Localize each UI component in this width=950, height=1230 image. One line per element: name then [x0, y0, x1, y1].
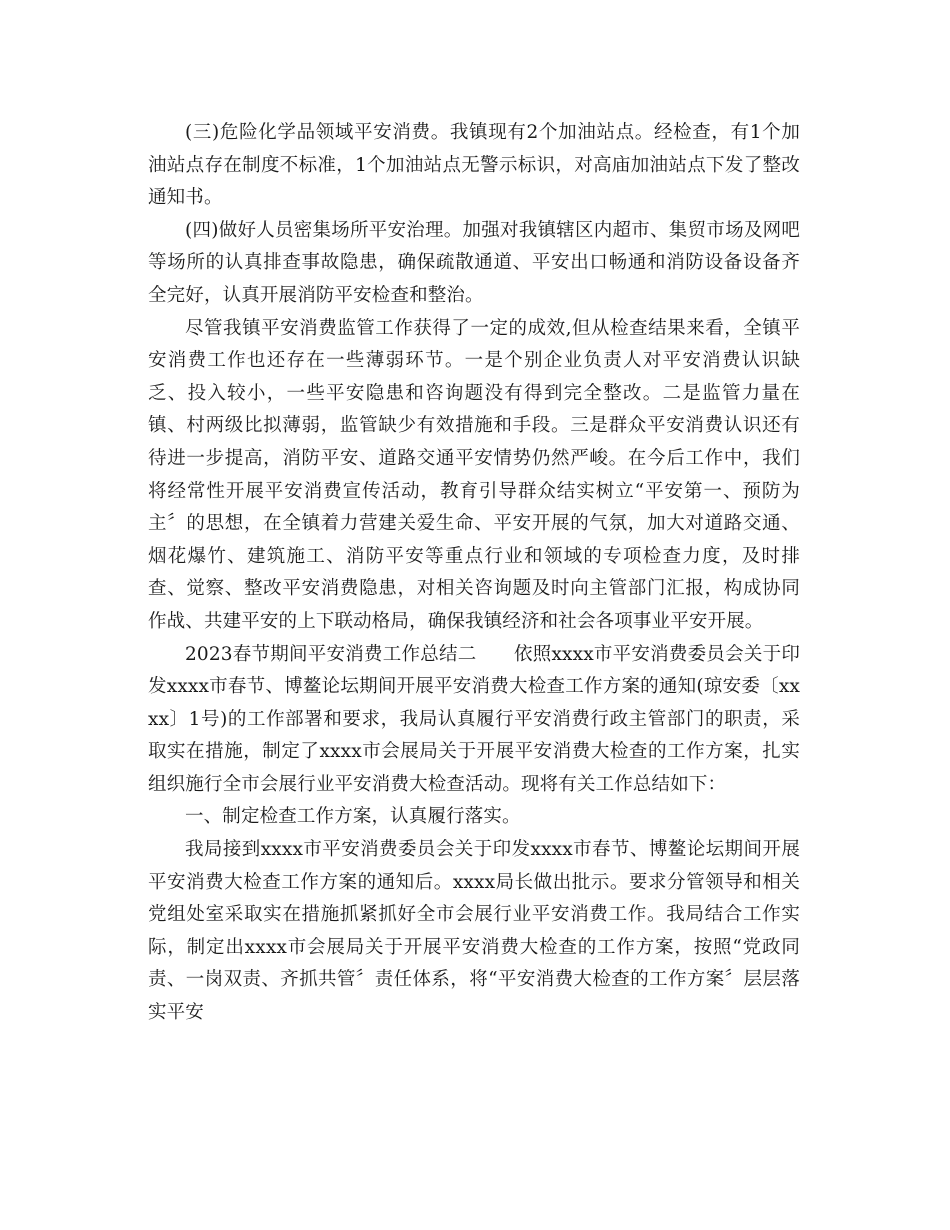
section-heading-plan: 一、制定检查工作方案，认真履行落实。: [185, 806, 521, 828]
paragraph-weak-links: 尽管我镇平安消费监管工作获得了一定的成效,但从检查结果来看，全镇平安消费工作也还存在一些薄弱环节。一是个别企业负责人对平安消费认识缺乏、投入较小，一些平安隐患和咨询题没有得到完全整改。二是监管力量在镇、村两级比拟薄弱，监管缺少有效措施和手段。三是群众平安消费认识还有待进一步提高，消防平安、道路交通平安情势仍然严峻。在今后工作中，我们将经常性开展平安消费宣传活动，教育引导群众结实树立“平安第一、预防为主〞的思想，在全镇着力营建关爱生命、平安开展的气氛，加大对道路交通、烟花爆竹、建筑施工、消防平安等重点行业和领域的专项检查力度，及时排查、觉察、整改平安消费隐患，对相关咨询题及时向主管部门汇报，构成协同作战、共建平安的上下联动格局，确保我镇经济和社会各项事业平安开展。: [148, 317, 800, 632]
paragraph-plan-details: 我局接到xxxx市平安消费委员会关于印发xxxx市春节、博鳌论坛期间开展平安消费大检查工作方案的通知后。xxxx局长做出批示。要求分管领导和相关党组处室采取实在措施抓紧抓好全市会展行业平安消费工作。我局结合工作实际，制定出xxxx市会展局关于开展平安消费大检查的工作方案，按照“党政同责、一岗双责、齐抓共管〞责任体系，将“平安消费大检查的工作方案〞层层落实平安: [148, 839, 800, 1024]
paragraph-summary-two-intro: 2023春节期间平安消费工作总结二 依照xxxx市平安消费委员会关于印发xxxx市春节、博鳌论坛期间开展平安消费大检查工作方案的通知(琼安委〔xxxx〕1号)的工作部署和要求，我局认真履行平安消费行政主管部门的职责，采取实在措施，制定了xxxx市会展局关于开展平安消费大检查的工作方案，扎实组织施行全市会展行业平安消费大检查活动。现将有关工作总结如下：: [148, 643, 800, 795]
paragraph-hazardous-chemicals: (三)危险化学品领域平安消费。我镇现有2个加油站点。经检查，有1个加油站点存在制度不标准，1个加油站点无警示标识，对高庙加油站点下发了整改通知书。: [148, 122, 800, 209]
document-body: [148, 117, 800, 1030]
paragraph-crowded-places: (四)做好人员密集场所平安治理。加强对我镇辖区内超市、集贸市场及网吧等场所的认真排查事故隐患，确保疏散通道、平安出口畅通和消防设备设备齐全完好，认真开展消防平安检查和整治。: [148, 219, 800, 306]
